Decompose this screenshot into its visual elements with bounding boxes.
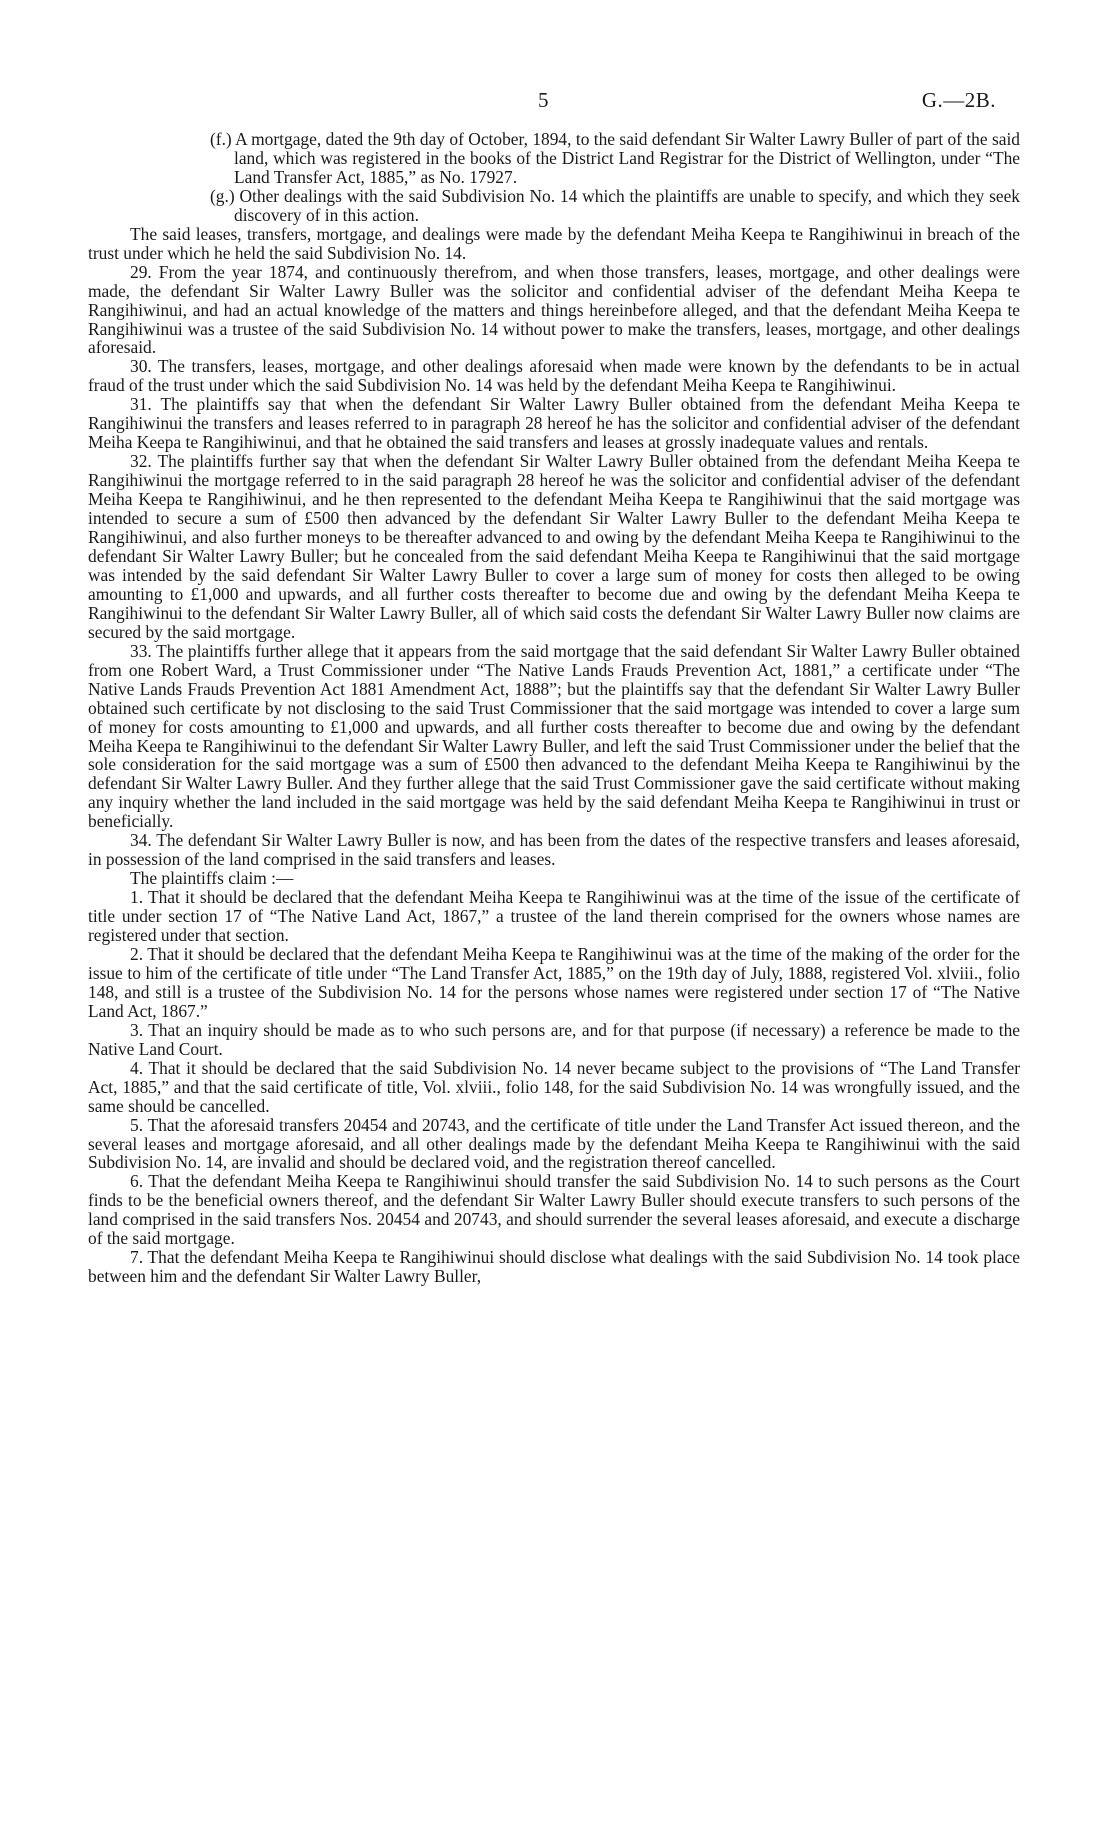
page-header <box>0 88 1114 118</box>
document-body <box>88 130 1020 1286</box>
paragraph-31: 31. The plaintiffs say that when the defendant Sir Walter Lawry Buller obtained from the defendant Meiha Keepa te Rangihiwinui the transfers and leases referred to in paragraph 28 hereof he has the solicitor and confidential adviser of the defendant Meiha Keepa te Rangihiwinui, and that he obtained the said transfers and leases at grossly inadequate values and rentals. <box>88 394 1020 453</box>
paragraph-sub-g: (g.) Other dealings with the said Subdivision No. 14 which the plaintiffs are unable to specify, and which they seek discovery of in this action. <box>210 185 1020 225</box>
paragraph-33: 33. The plaintiffs further allege that it appears from the said mortgage that the said defendant Sir Walter Lawry Buller obtained from one Robert Ward, a Trust Commissioner under “The Native Lands Frauds Prevention Act, 1881,” a certificate under “The Native Lands Frauds Prevention Act 1881 Amendment Act, 1888”; but the plaintiffs say that the defendant Sir Walter Lawry Buller obtained such certificate by not disclosing to the said Trust Commissioner that the said mortgage was intended to cover a large sum of money for costs amounting to £1,000 and upwards, and all further costs thereafter to become due and owing by the defendant Meiha Keepa te Rangihiwinui to the defendant Sir Walter Lawry Buller, and left the said Trust Commissioner under the belief that the sole consideration for the said mortgage was a sum of £500 then advanced to the defendant Meiha Keepa te Rangihiwinui by the defendant Sir Walter Lawry Buller. And they further allege that the said Trust Commissioner gave the said certificate without making any inquiry whether the land included in the said mortgage was held by the said defendant Meiha Keepa te Rangihiwinui in trust or beneficially. <box>88 640 1020 832</box>
paragraph-30: 30. The transfers, leases, mortgage, and other dealings aforesaid when made were known by the defendants to be in actual fraud of the trust under which the said Subdivision No. 14 was held by the defendant Meiha Keepa te Rangihiwinui. <box>88 356 1020 396</box>
claim-7: 7. That the defendant Meiha Keepa te Rangihiwinui should disclose what dealings with the said Subdivision No. 14 took place between him and the defendant Sir Walter Lawry Buller, <box>88 1247 1020 1287</box>
paragraph-breach-statement: The said leases, transfers, mortgage, and dealings were made by the defendant Meiha Keepa te Rangihiwinui in breach of the trust under which he held the said Subdivision No. 14. <box>88 223 1020 263</box>
page-number: 5 <box>538 88 549 112</box>
paragraph-32: 32. The plaintiffs further say that when the defendant Sir Walter Lawry Buller obtained from the defendant Meiha Keepa te Rangihiwinui the mortgage referred to in the said paragraph 28 hereof he was the solicitor and confidential adviser of the defendant Meiha Keepa te Rangihiwinui, and he then represented to the defendant Meiha Keepa te Rangihiwinui that the said mortgage was intended to secure a sum of £500 then advanced by the defendant Sir Walter Lawry Buller to the defendant Meiha Keepa te Rangihiwinui, and also further moneys to be thereafter advanced to and owing by the defendant Meiha Keepa te Rangihiwinui to the defendant Sir Walter Lawry Buller; but he concealed from the said defendant Meiha Keepa te Rangihiwinui that the said mortgage was intended by the said defendant Sir Walter Lawry Buller to cover a large sum of money for costs then alleged to be owing amounting to £1,000 and upwards, and all further costs thereafter to become due and owing by the defendant Meiha Keepa te Rangihiwinui to the defendant Sir Walter Lawry Buller, all of which said costs the defendant Sir Walter Lawry Buller now claims are secured by the said mortgage. <box>88 451 1020 642</box>
paragraph-29: 29. From the year 1874, and continuously therefrom, and when those transfers, leases, mortgage, and other dealings were made, the defendant Sir Walter Lawry Buller was the solicitor and confidential adviser of the defendant Meiha Keepa te Rangihiwinui, and had an actual knowledge of the matters and things hereinbefore alleged, and that the defendant Meiha Keepa te Rangihiwinui was a trustee of the said Subdivision No. 14 without power to make the transfers, leases, mortgage, and other dealings aforesaid. <box>88 261 1020 358</box>
claims-heading: The plaintiffs claim :— <box>130 868 294 889</box>
document-reference: G.—2B. <box>921 88 996 112</box>
claim-5: 5. That the aforesaid transfers 20454 and 20743, and the certificate of title under the Land Transfer Act issued thereon, and the several leases and mortgage aforesaid, and all other dealings made by the defendant Meiha Keepa te Rangihiwinui with the said Subdivision No. 14, are invalid and should be declared void, and the registration thereof cancelled. <box>88 1114 1020 1173</box>
claim-6: 6. That the defendant Meiha Keepa te Rangihiwinui should transfer the said Subdivision No. 14 to such persons as the Court finds to be the beneficial owners thereof, and the defendant Sir Walter Lawry Buller should execute transfers to such persons of the land comprised in the said transfers Nos. 20454 and 20743, and should surrender the several leases aforesaid, and execute a discharge of the said mortgage. <box>88 1171 1020 1249</box>
claim-4: 4. That it should be declared that the said Subdivision No. 14 never became subject to the provisions of “The Land Transfer Act, 1885,” and that the said certificate of title, Vol. xlviii., folio 148, for the said Subdivision No. 14 was wrongfully issued, and the same should be cancelled. <box>88 1057 1020 1116</box>
claim-3: 3. That an inquiry should be made as to who such persons are, and for that purpose (if necessary) a reference be made to the Native Land Court. <box>88 1019 1020 1059</box>
claim-2: 2. That it should be declared that the defendant Meiha Keepa te Rangihiwinui was at the time of the making of the order for the issue to him of the certificate of title under “The Land Transfer Act, 1885,” on the 19th day of July, 1888, registered Vol. xlviii., folio 148, and still is a trustee of the Subdivision No. 14 for the persons whose names were registered under section 17 of “The Native Land Act, 1867.” <box>88 943 1020 1021</box>
paragraph-34: 34. The defendant Sir Walter Lawry Buller is now, and has been from the dates of the respective transfers and leases aforesaid, in possession of the land comprised in the said transfers and leases. <box>88 830 1020 870</box>
paragraph-sub-f: (f.) A mortgage, dated the 9th day of October, 1894, to the said defendant Sir Walter Lawry Buller of part of the said land, which was registered in the books of the District Land Registrar for the District of Wellington, under “The Land Transfer Act, 1885,” as No. 17927. <box>210 129 1020 187</box>
claim-1: 1. That it should be declared that the defendant Meiha Keepa te Rangihiwinui was at the time of the issue of the certificate of title under section 17 of “The Native Land Act, 1867,” a trustee of the land therein comprised for the owners whose names are registered under that section. <box>88 887 1020 946</box>
